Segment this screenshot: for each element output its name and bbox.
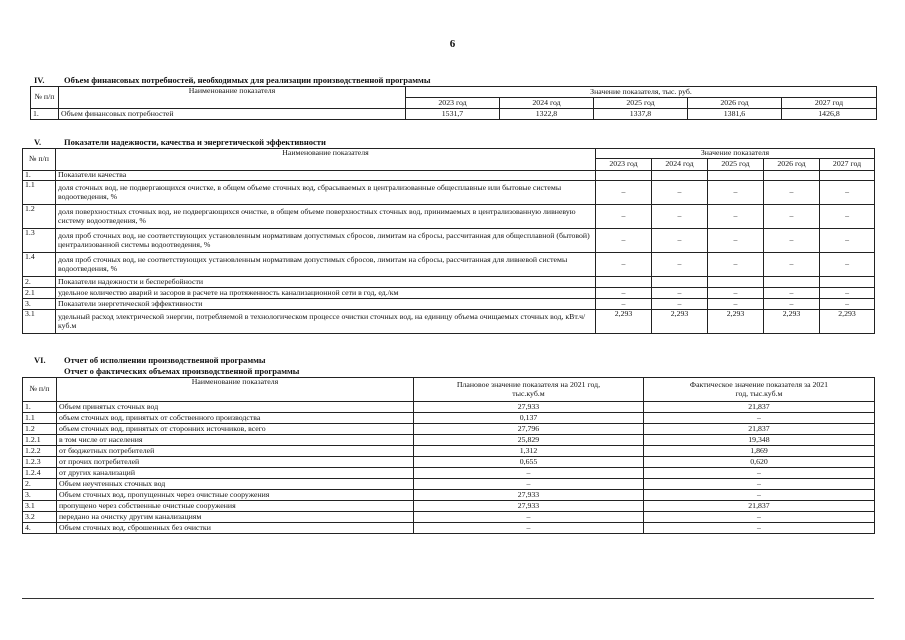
header-value-group: Значение показателя [596, 149, 875, 159]
year-2024: 2024 год [500, 98, 594, 109]
header-value-group: Значение показателя, тыс. руб. [406, 87, 877, 98]
table-row: 1.2.1 в том числе от населения 25,829 19,348 [23, 435, 875, 446]
table-row: 1.3 доля проб сточных вод, не соответствующих установленным нормативам допустимых сбросов, лимитам на сбросы, рассчитанная для общесплавной (бытовой) централизованной системы водоотведения, % – – – – – [23, 229, 875, 253]
table-row: 1.2 объем сточных вод, принятых от сторонних источников, всего 27,796 21,837 [23, 424, 875, 435]
section-5-heading: Показатели надежности, качества и энергетической эффективности [64, 137, 326, 147]
production-report-table [22, 377, 875, 534]
year-2026: 2026 год [764, 159, 820, 171]
row-name: Объем финансовых потребностей [59, 109, 406, 120]
financial-needs-table [30, 86, 877, 120]
table-row: 3. Показатели энергетической эффективности – – – – – [23, 299, 875, 310]
table-row: 3.1 пропущено через собственные очистные сооружения 27,933 21,837 [23, 501, 875, 512]
table-row: 1.2 доля поверхностных сточных вод, не подвергающихся очистке, в общем объеме поверхностных сточных вод, принимаемых в централизованную ливневую систему водоотведения, % – – – – – [23, 205, 875, 229]
section-6-heading: Отчет об исполнении производственной программы [64, 355, 266, 365]
year-2025: 2025 год [594, 98, 688, 109]
year-2024: 2024 год [652, 159, 708, 171]
row-num: 1. [31, 109, 59, 120]
year-2023: 2023 год [596, 159, 652, 171]
header-fact: Фактическое значение показателя за 2021 год, тыс.куб.м [644, 378, 875, 402]
table-row: 1. Объем принятых сточных вод 27,933 21,837 [23, 402, 875, 413]
header-name: Наименование показателя [59, 87, 406, 109]
header-name: Наименование показателя [57, 378, 414, 402]
row-value: 1531,7 [406, 109, 500, 120]
table-row [31, 109, 877, 120]
table-row: 1.1 доля сточных вод, не подвергающихся очистке, в общем объеме сточных вод, сбрасываемых в централизованные общесплавные или бытовые системы водоотведения, % – – – – – [23, 181, 875, 205]
section-6-title [34, 355, 266, 365]
page-number: 6 [449, 38, 456, 50]
table-row: 2. Объем неучтенных сточных вод – – [23, 479, 875, 490]
table-row: 1.2.3 от прочих потребителей 0,655 0,620 [23, 457, 875, 468]
header-name: Наименование показателя [56, 149, 596, 171]
table-row: 1.2.4 от других канализаций – – [23, 468, 875, 479]
table-row: 3. Объем сточных вод, пропущенных через очистные сооружения 27,933 – [23, 490, 875, 501]
header-row [23, 378, 875, 402]
table-row: 3.1 удельный расход электрической энергии, потребляемой в технологическом процессе очистки сточных вод, на единицу объема очищаемых сточных вод, кВт.ч/куб.м 2,293 2,293 2,293 2,293 2,293 [23, 310, 875, 334]
section-4-number: IV. [34, 75, 45, 85]
table-row: 4. Объем сточных вод, сброшенных без очистки – – [23, 523, 875, 534]
year-2027: 2027 год [820, 159, 875, 171]
table-row: 1. Показатели качества [23, 171, 875, 181]
section-5-title [34, 137, 326, 147]
header-num: № п/п [23, 378, 57, 402]
table-row: 1.1 объем сточных вод, принятых от собственного производства 0,137 – [23, 413, 875, 424]
quality-indicators-table [22, 148, 875, 334]
table-row: 2.1 удельное количество аварий и засоров в расчете на протяженность канализационной сети в год, ед./км – – – – – [23, 288, 875, 299]
header-plan: Плановое значение показателя на 2021 год, тыс.куб.м [414, 378, 644, 402]
row-value: 1337,8 [594, 109, 688, 120]
year-2023: 2023 год [406, 98, 500, 109]
section-4-title [34, 75, 430, 85]
section-5-number: V. [34, 137, 42, 147]
section-6-number: VI. [34, 355, 46, 365]
table-row: 2. Показатели надежности и бесперебойности [23, 277, 875, 288]
header-num: № п/п [31, 87, 59, 109]
bottom-divider [22, 598, 874, 599]
table-row: 3.2 передано на очистку другим канализациям – – [23, 512, 875, 523]
table-row: 1.2.2 от бюджетных потребителей 1,312 1,869 [23, 446, 875, 457]
row-value: 1381,6 [688, 109, 782, 120]
row-value: 1322,8 [500, 109, 594, 120]
year-2026: 2026 год [688, 98, 782, 109]
section-6-subtitle: Отчет о фактических объемах производственной программы [64, 366, 300, 376]
year-2027: 2027 год [782, 98, 877, 109]
section-4-heading: Объем финансовых потребностей, необходимых для реализации производственной программы [64, 75, 431, 85]
header-num: № п/п [23, 149, 56, 171]
year-2025: 2025 год [708, 159, 764, 171]
table-row: 1.4 доля проб сточных вод, не соответствующих установленным нормативам допустимых сбросов, лимитам на сбросы, рассчитанная для ливневой системы водоотведения, % – – – – – [23, 253, 875, 277]
row-value: 1426,8 [782, 109, 877, 120]
